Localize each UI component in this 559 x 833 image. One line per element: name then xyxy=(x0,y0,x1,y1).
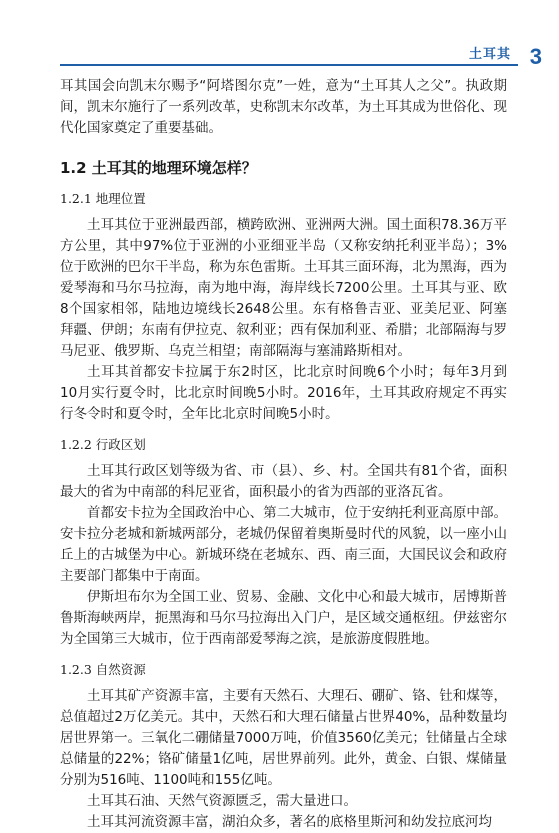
page-content xyxy=(60,76,507,833)
paragraph-istanbul: 伊斯坦布尔为全国工业、贸易、金融、文化中心和最大城市，居博斯普鲁斯海峡两岸，扼黑海和马尔马拉海出入门户，是区域交通枢纽。伊兹密尔为全国第三大城市，位于西南部爱琴海之滨，是旅游度假胜地。 xyxy=(60,589,507,647)
paragraph-ankara: 首都安卡拉为全国政治中心、第二大城市，位于安纳托利亚高原中部。安卡拉分老城和新城两部分，老城仍保留着奥斯曼时代的风貌，以一座小山丘上的古城堡为中心。新城环绕在老城东、西、南三面，大国民议会和政府主要部门都集中于南面。 xyxy=(60,505,507,584)
intro-paragraph: 耳其国会向凯末尔赐予“阿塔图尔克”一姓，意为“土耳其人之父”。执政期间，凯末尔施行了一系列改革，史称凯末尔改革，为土耳其成为世俗化、现代化国家奠定了重要基础。 xyxy=(60,78,507,136)
paragraph-provinces: 土耳其行政区划等级为省、市（县）、乡、村。全国共有81个省，面积最大的省为中南部的科尼亚省，面积最小的省为西部的亚洛瓦省。 xyxy=(60,463,507,500)
paragraph-location: 土耳其位于亚洲最西部，横跨欧洲、亚洲两大洲。国土面积78.36万平方公里，其中97%位于亚洲的小亚细亚半岛（又称安纳托利亚半岛）；3%位于欧洲的巴尔干半岛，称为东色雷斯。土耳其三面环海，北为黑海，西为爱琴海和马尔马拉海，南为地中海，海岸线长7200公里。土耳其与亚、欧8个国家相邻，陆地边境线长2648公里。东有格鲁吉亚、亚美尼亚、阿塞拜疆、伊朗；东南有伊拉克、叙利亚；西有保加利亚、希腊；北部隔海与罗马尼亚、俄罗斯、乌克兰相望；南部隔海与塞浦路斯相对。 xyxy=(60,217,507,359)
paragraph-minerals: 土耳其矿产资源丰富，主要有天然石、大理石、硼矿、铬、钍和煤等，总值超过2万亿美元。其中，天然石和大理石储量占世界40%，品种数量均居世界第一。三氧化二硼储量7000万吨，价值3560亿美元；钍储量占全球总储量的22%；铬矿储量1亿吨，居世界前列。此外，黄金、白银、煤储量分别为516吨、1100吨和155亿吨。 xyxy=(60,688,507,788)
subsection-title-geographic-location: 1.2.1 地理位置 xyxy=(60,191,146,206)
section-title: 1.2 土耳其的地理环境怎样？ xyxy=(60,159,257,177)
page-header xyxy=(0,0,559,80)
paragraph-rivers: 土耳其河流资源丰富，湖泊众多，著名的底格里斯河和幼发拉底河均 xyxy=(87,814,492,830)
paragraph-time-zone: 土耳其首都安卡拉属于东2时区，比北京时间晚6个小时；每年3月到10月实行夏令时，比北京时间晚5小时。2016年，土耳其政府规定不再实行冬令时和夏令时，全年比北京时间晚5小时。 xyxy=(60,364,507,422)
subsection-title-natural-resources: 1.2.3 自然资源 xyxy=(60,662,146,677)
subsection-title-administrative-divisions: 1.2.2 行政区划 xyxy=(60,437,146,452)
header-rule xyxy=(60,64,518,66)
paragraph-oil-gas: 土耳其石油、天然气资源匮乏，需大量进口。 xyxy=(87,793,357,809)
page-number: 3 xyxy=(529,44,542,69)
running-header-title: 土耳其 xyxy=(468,47,511,62)
